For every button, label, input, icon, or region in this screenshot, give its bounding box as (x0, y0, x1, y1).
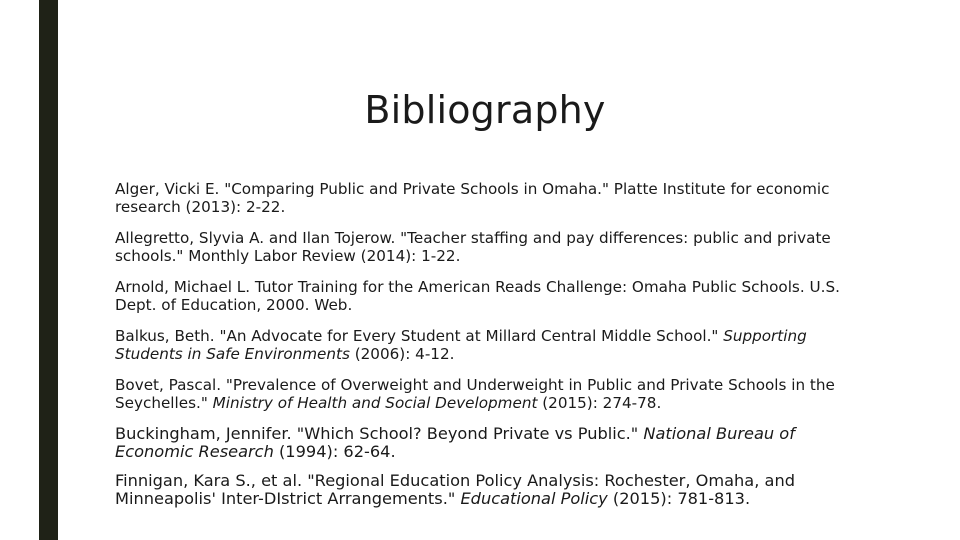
entry-tail: (1994): 62-64. (273, 442, 396, 461)
entry-tail: (2006): 4-12. (349, 345, 455, 363)
bullet-icon (98, 186, 104, 192)
bibliography-entry (108, 327, 868, 363)
entry-text: Buckingham, Jennifer. "Which School? Beyond Private vs Public." (115, 424, 644, 443)
entry-source: Ministry of Health and Social Development (212, 394, 538, 412)
entry-tail: (2015): 781-813. (607, 489, 751, 508)
bibliography-entry (108, 472, 868, 508)
bullet-icon (98, 431, 104, 437)
bullet-icon (98, 478, 104, 484)
entry-text: Balkus, Beth. "An Advocate for Every Student at Millard Central Middle School." (115, 327, 724, 345)
bullet-icon (98, 284, 104, 290)
bibliography-entry (108, 425, 868, 461)
bibliography-entry (108, 376, 868, 412)
entry-text: Arnold, Michael L. Tutor Training for the American Reads Challenge: Omaha Public Schools. U.S. Dept. of Education, 2000. Web. (115, 278, 840, 314)
entry-source: Educational Policy (460, 489, 608, 508)
bullet-icon (98, 382, 104, 388)
accent-bar (39, 0, 58, 540)
bibliography-entry (108, 278, 868, 314)
bullet-icon (98, 235, 104, 241)
bibliography-list (108, 180, 868, 519)
page-title: Bibliography (364, 88, 606, 132)
bibliography-entry (108, 180, 868, 216)
entry-text: Alger, Vicki E. "Comparing Public and Private Schools in Omaha." Platte Institute for economic research (2013): 2-22. (115, 180, 830, 216)
entry-text: Finnigan, Kara S., et al. "Regional Education Policy Analysis: Rochester, Omaha, and Minneapolis' Inter-DIstrict Arrangements." (115, 471, 795, 508)
entry-source: Supporting Students in Safe Environments (115, 327, 807, 363)
bibliography-entry (108, 229, 868, 265)
entry-tail: (2015): 274-78. (537, 394, 662, 412)
entry-text: Bovet, Pascal. "Prevalence of Overweight and Underweight in Public and Private Schools in the Seychelles." (115, 376, 835, 412)
entry-text: Allegretto, Slyvia A. and Ilan Tojerow. "Teacher staffing and pay differences: public and private schools." Monthly Labor Review (2014): 1-22. (115, 229, 831, 265)
entry-source: National Bureau of Economic Research (115, 424, 795, 461)
bullet-icon (98, 333, 104, 339)
